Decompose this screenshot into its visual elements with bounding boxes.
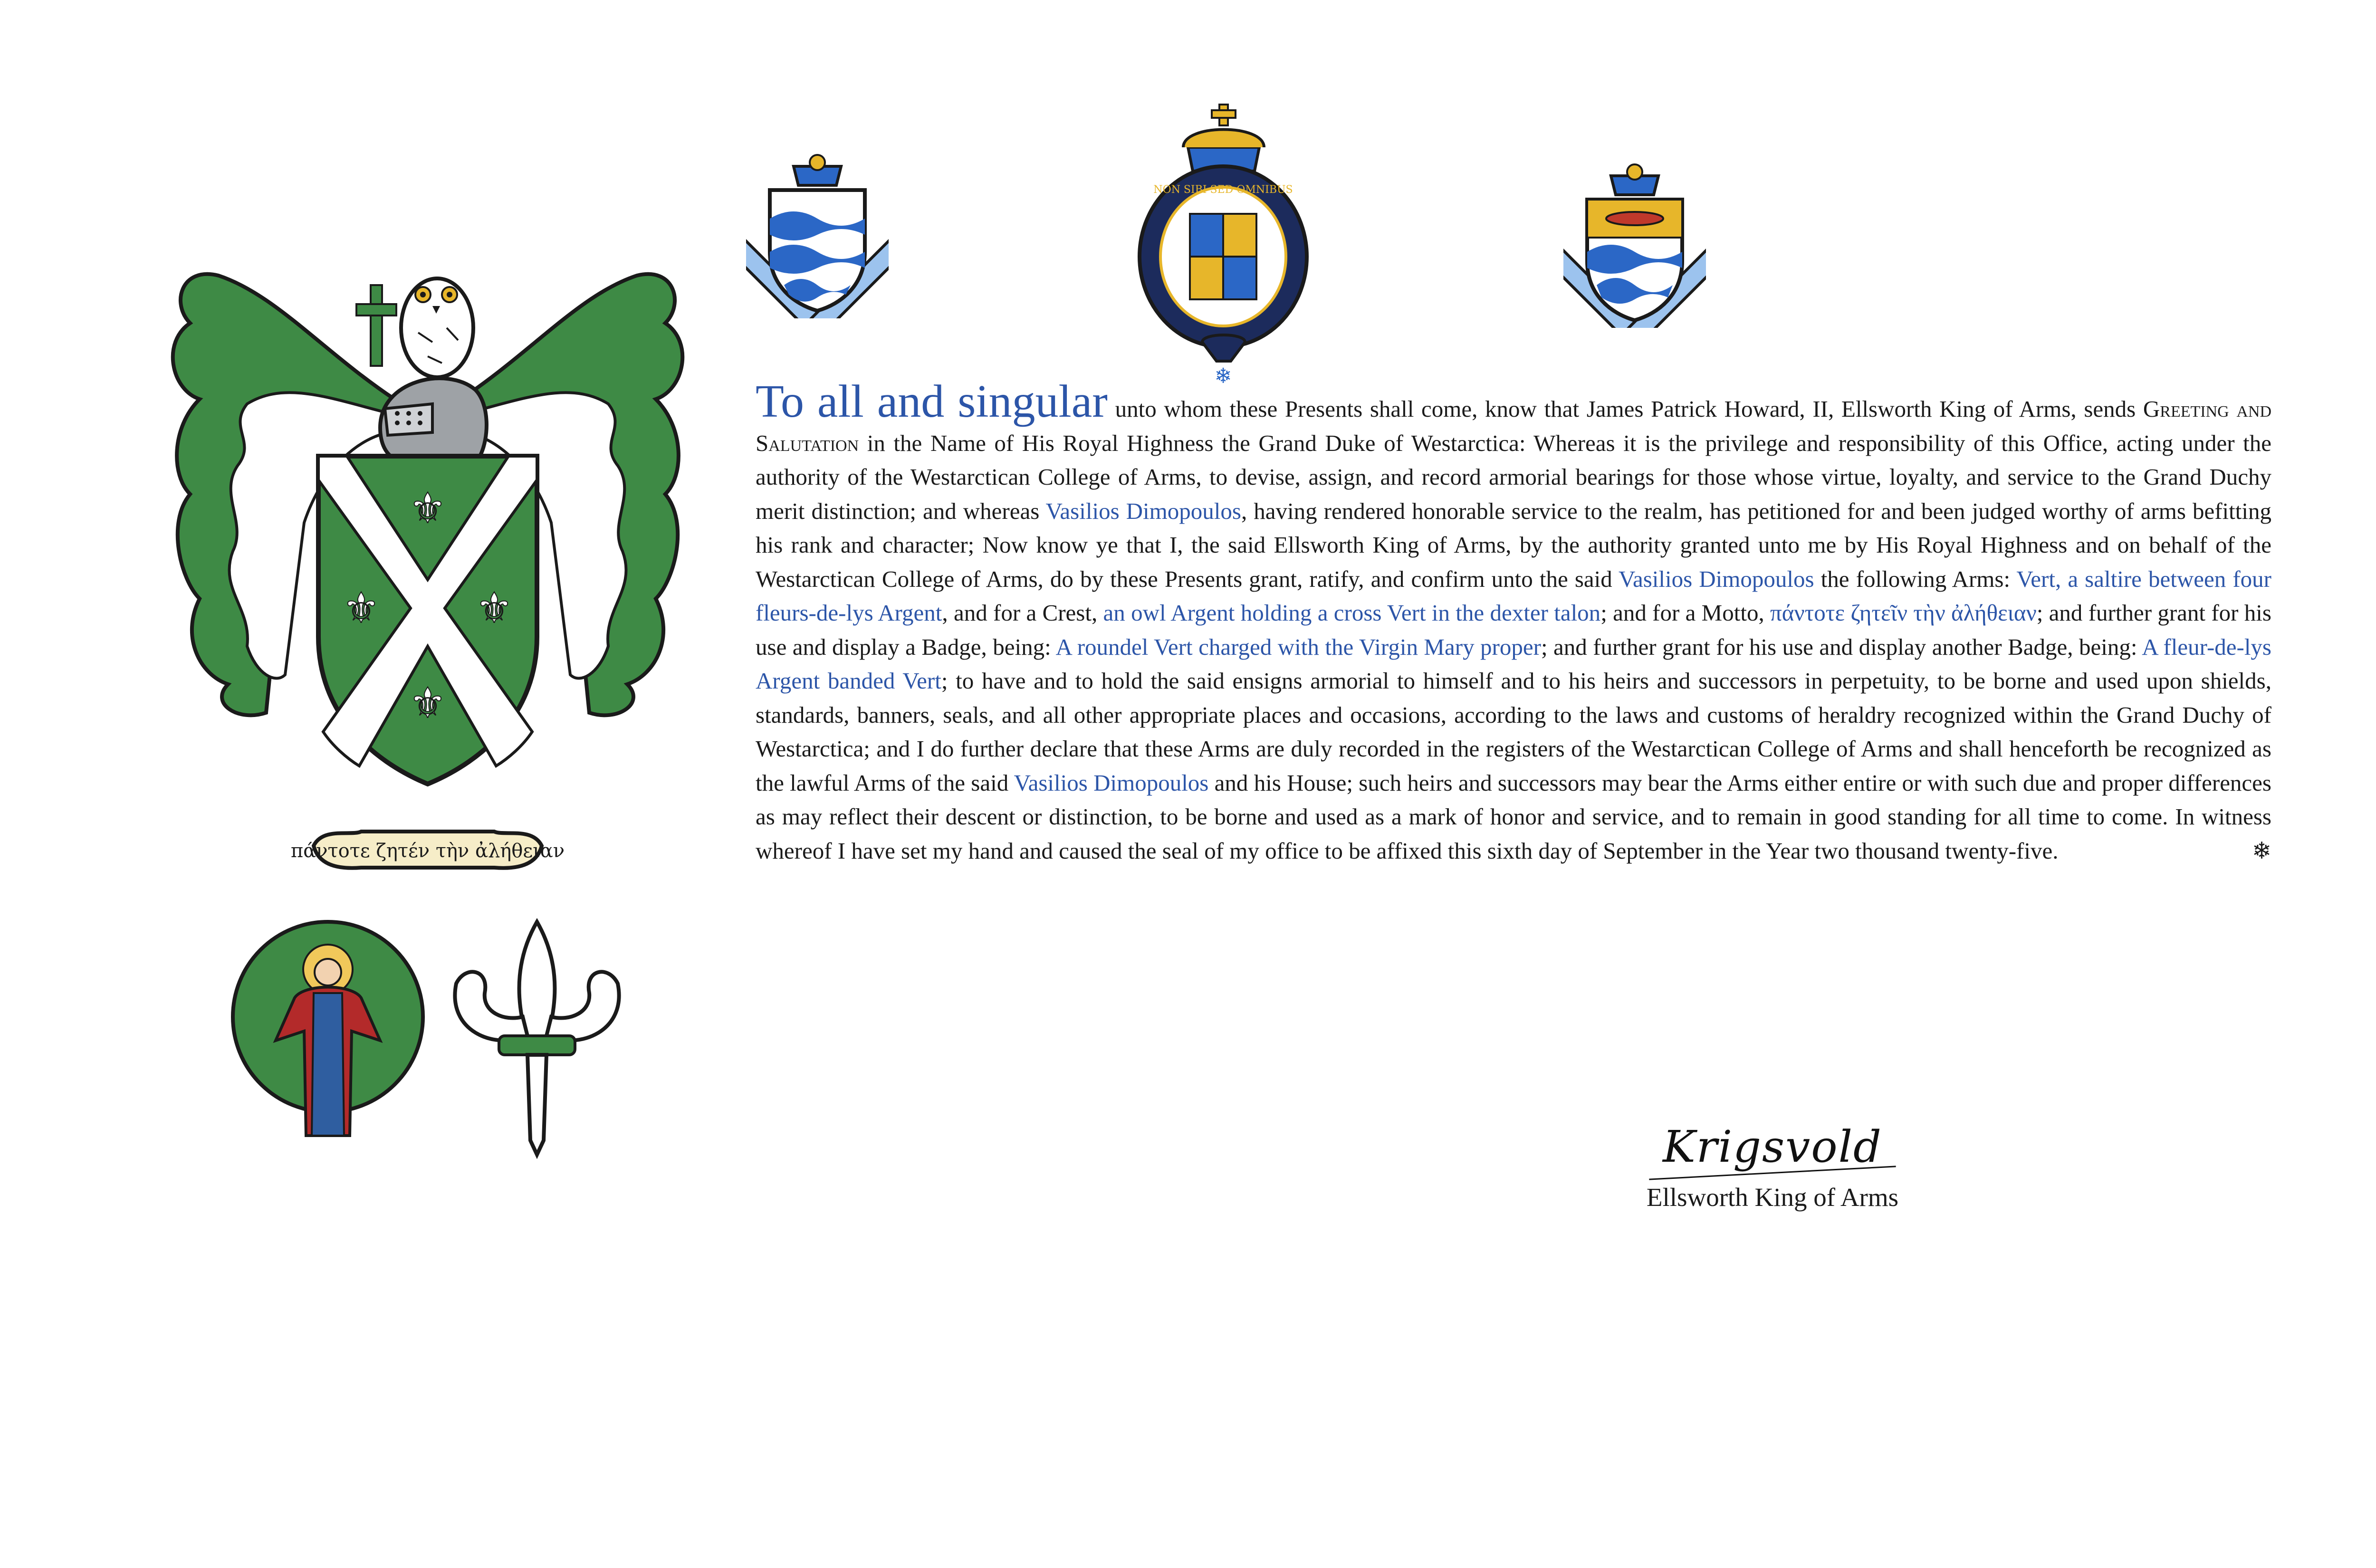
crest-cross	[356, 285, 396, 366]
fleur-de-lys-dexter: ⚜	[342, 583, 380, 632]
grant-text-part: , having rendered honorable service to the realm, has petitioned for and been judged worthy of arms befitting his rank and character; Now know ye that I, the said Ellsworth King of Arms, by the authority granted unto me by His Royal Highness and on behalf of the Westarctican College of Arms, do by these Presents grant, ratify, and confirm unto the said	[756, 497, 2271, 592]
motto-scroll-text: πάντοτε ζητέν τὴν ἀλήθειαν	[290, 840, 565, 862]
helm	[380, 378, 487, 461]
garter-motto: NON SIBI SED OMNIBUS	[1153, 184, 1293, 196]
coat-of-arms-achievement	[162, 238, 694, 912]
grant-text-part: , and for a Crest,	[942, 600, 1103, 626]
signature: Krigsvold	[1663, 1121, 1882, 1172]
grant-text-part: unto whom these Presents shall come, know that James Patrick Howard, II, Ellsworth King of Arms, sends	[1107, 396, 2143, 422]
garter-seal	[1136, 100, 1312, 385]
blazon-badge-2: A fleur-de-lys Argent banded Vert	[756, 633, 2272, 694]
office-arms-right	[1563, 157, 1706, 328]
letters-patent-text	[756, 376, 2272, 868]
snowflake-end-icon: ❄	[2251, 837, 2271, 864]
badge-virgin-mary-roundel	[228, 917, 428, 1164]
grant-text-part: ; and for a Motto,	[1600, 600, 1771, 626]
grant-text-part: ; to have and to hold the said ensigns armorial to himself and to his heirs and successors in perpetuity, to be borne and used upon shields, standards, banners, seals, and all other appropriate places and occasions, according to the laws and customs of heraldry recognized within the Grand Duchy of Westarctica; and I do further declare that these Arms are duly recorded in the registers of the Westarctican College of Arms and shall henceforth be recognized as the lawful Arms of the said	[756, 668, 2271, 796]
grantee-name: Vasilios Dimopoulos	[1619, 565, 1814, 592]
snowflake-pendant-icon: ❄	[1214, 364, 1232, 385]
signature-block	[1568, 1121, 1977, 1212]
blazon-arms: Vert, a saltire between four fleurs-de-lys Argent	[756, 565, 2271, 626]
shield	[318, 456, 537, 784]
blazon-badge-1: A roundel Vert charged with the Virgin Mary proper	[1055, 633, 1541, 660]
grant-text-part: ; and further grant for his use and display another Badge, being:	[1541, 633, 2142, 660]
grant-text-part: in the Name of His Royal Highness the Grand Duke of Westarctica: Whereas it is the privilege and responsibility of this Office, acting under the authority of the Westarctican College of Arms, to devise, assign, and record armorial bearings for those whose virtue, loyalty, and service to the Grand Duchy merit distinction; and whereas	[756, 430, 2271, 524]
signatory-title: Ellsworth King of Arms	[1646, 1183, 1899, 1212]
fleur-de-lys-chief: ⚜	[409, 484, 447, 533]
grant-text-part: and his House; such heirs and successors may bear the Arms either entire or with such due and proper differences as may reflect their descent or distinction, to be borne and used as a mark of honor and service, and to remain in good standing for all time to come. In witness whereof I have set my hand and caused the seal of my office to be affixed this sixth day of September in the Year two thousand twenty-five.	[756, 769, 2272, 864]
motto-scroll	[291, 832, 565, 868]
greeting: Greeting and Salutation	[756, 396, 2271, 456]
grant-text-part: the following Arms:	[1814, 565, 2017, 592]
grant-text-part: ; and further grant for his use and display a Badge, being:	[756, 600, 2271, 660]
motto: πάντοτε ζητεῖν τὴν ἀλήθειαν	[1770, 600, 2037, 626]
crest-owl	[401, 278, 473, 377]
badge-fleur-de-lys	[437, 917, 637, 1164]
grantee-name: Vasilios Dimopoulos	[1045, 497, 1241, 524]
blazon-crest: an owl Argent holding a cross Vert in the dexter talon	[1103, 600, 1601, 626]
opening-words: To all and singular	[756, 376, 1108, 427]
fleur-de-lys-base: ⚜	[409, 679, 447, 727]
grantee-name: Vasilios Dimopoulos	[1014, 769, 1209, 796]
fleur-de-lys-sinister: ⚜	[475, 583, 513, 632]
office-arms-left	[746, 147, 889, 318]
